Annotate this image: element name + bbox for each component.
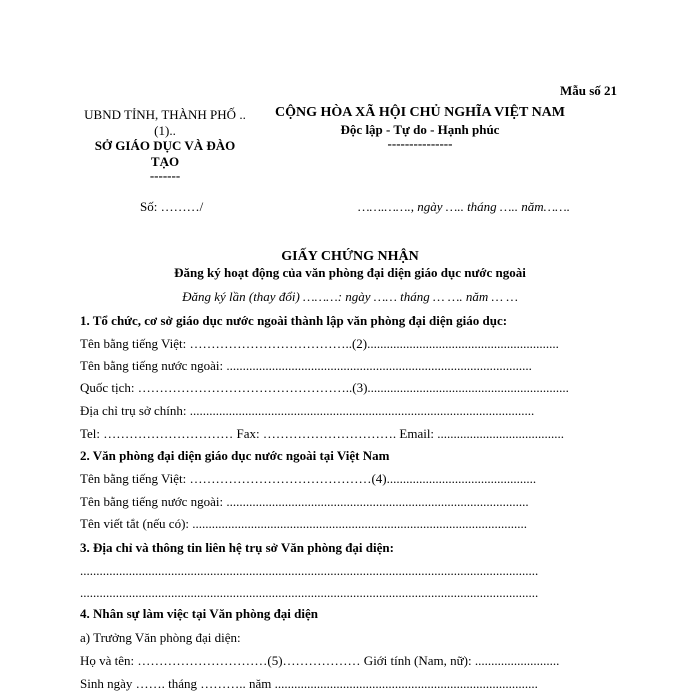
form-number: Mẫu số 21 [560, 83, 618, 98]
national-title: CỘNG HÒA XÃ HỘI CHỦ NGHĨA VIỆT NAM [274, 105, 565, 120]
section1-address: Địa chỉ trụ sở chính: .......................................................................................................... [80, 403, 535, 418]
section4-heading: 4. Nhân sự làm việc tại Văn phòng đại diện [80, 606, 318, 621]
section4-name-line: Họ và tên: …………………………(5)……………… Giới tính (Nam, nữ): .......................... [80, 653, 560, 668]
right-divider: --------------- [387, 136, 453, 151]
section4-sub-a: a) Trưởng Văn phòng đại diện: [80, 630, 241, 645]
section4-birth-line: Sinh ngày ……. tháng ……….. năm ................................................................................. [80, 676, 538, 691]
department-name-cont: TẠO [150, 154, 180, 169]
section1-contact: Tel: ………………………… Fax: …………………………. Email: ....................................... [80, 426, 565, 441]
section2-viet-name: Tên bằng tiếng Việt: ……………………………………(4).............................................. [80, 471, 537, 486]
section3-heading: 3. Địa chỉ và thông tin liên hệ trụ sở Văn phòng đại diện: [80, 540, 394, 555]
national-motto: Độc lập - Tự do - Hạnh phúc [340, 122, 500, 137]
document-number: Số: ………/ [140, 199, 204, 214]
section1-viet-name: Tên bằng tiếng Việt: ………………………………..(2)........................................................... [80, 336, 559, 351]
left-divider: ------- [149, 168, 181, 183]
date-line: …….……., ngày ….. tháng ….. năm……. [358, 199, 570, 214]
authority-footnote: (1).. [154, 123, 176, 138]
section3-line1: ............................................................................................................................................. [80, 563, 539, 578]
certificate-title: GIẤY CHỨNG NHẬN [281, 249, 419, 264]
authority-line: UBND TỈNH, THÀNH PHỐ .. [84, 107, 246, 122]
section2-heading: 2. Văn phòng đại diện giáo dục nước ngoài tại Việt Nam [80, 448, 390, 463]
registration-line: Đăng ký lần (thay đổi) ………: ngày …… tháng … …. năm … … [182, 289, 518, 304]
section2-abbrev: Tên viết tắt (nếu có): ....................................................................................................... [80, 516, 528, 531]
section3-line2: ............................................................................................................................................. [80, 585, 539, 600]
certificate-subtitle: Đăng ký hoạt động của văn phòng đại diện giáo dục nước ngoài [174, 265, 526, 280]
department-name: SỞ GIÁO DỤC VÀ ĐÀO [94, 138, 236, 153]
section1-nationality: Quốc tịch: …………………………………………..(3).............................................................. [80, 380, 569, 395]
section1-heading: 1. Tổ chức, cơ sở giáo dục nước ngoài thành lập văn phòng đại diện giáo dục: [80, 313, 508, 328]
section2-foreign-name: Tên bằng tiếng nước ngoài: ............................................................................................. [80, 494, 529, 509]
section1-foreign-name: Tên bằng tiếng nước ngoài: .............................................................................................. [80, 358, 532, 373]
